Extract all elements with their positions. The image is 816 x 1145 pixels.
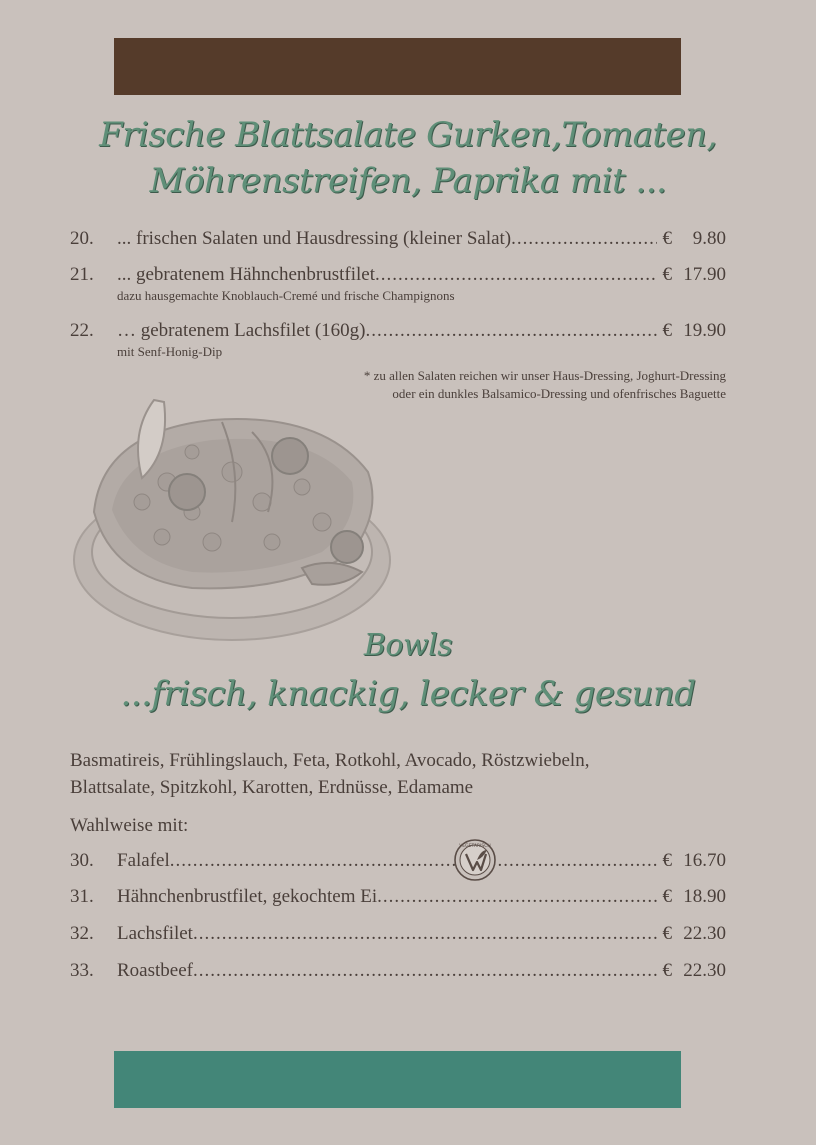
leader-dots	[375, 264, 657, 286]
item-number: 20.	[70, 228, 94, 249]
dressing-note-line-1: * zu allen Salaten reichen wir unser Haus-Dressing, Joghurt-Dressing	[363, 368, 726, 383]
salad-title-line-2: Möhrenstreifen, Paprika mit ...	[149, 161, 667, 201]
leader-dots	[511, 228, 656, 250]
currency-symbol: €	[662, 886, 672, 907]
bowls-subtitle: ...frisch, knackig, lecker & gesund	[120, 674, 696, 714]
bowls-description-line-2: Blattsalate, Spitzkohl, Karotten, Erdnüsse, Edamame	[70, 777, 474, 798]
item-price: 18.90	[683, 886, 726, 907]
vegetarian-badge-icon	[453, 838, 497, 882]
item-price: 16.70	[683, 850, 726, 871]
currency-symbol: €	[662, 264, 672, 285]
item-price: 19.90	[683, 320, 726, 341]
salad-bowl-illustration	[72, 392, 406, 646]
item-number: 31.	[70, 886, 94, 907]
item-note: mit Senf-Honig-Dip	[117, 344, 223, 359]
item-price: 17.90	[683, 264, 726, 285]
leader-dots	[193, 923, 657, 945]
top-decorative-band	[114, 38, 681, 95]
item-price: 9.80	[692, 228, 726, 249]
item-name: Falafel	[117, 850, 170, 871]
item-name: Lachsfilet	[117, 923, 193, 944]
leader-dots	[170, 850, 657, 872]
leader-dots	[365, 320, 656, 342]
bowls-description-line-1: Basmatireis, Frühlingslauch, Feta, Rotkohl, Avocado, Röstzwiebeln,	[70, 750, 590, 771]
leader-dots	[193, 960, 657, 982]
currency-symbol: €	[662, 960, 672, 981]
item-number: 32.	[70, 923, 94, 944]
item-number: 21.	[70, 264, 94, 285]
item-note: dazu hausgemachte Knoblauch-Cremé und frische Champignons	[117, 288, 455, 303]
item-price: 22.30	[683, 923, 726, 944]
item-name: … gebratenem Lachsfilet (160g)	[117, 320, 366, 341]
currency-symbol: €	[662, 228, 672, 249]
dressing-note-line-2: oder ein dunkles Balsamico-Dressing und ofenfrisches Baguette	[392, 386, 726, 401]
currency-symbol: €	[662, 850, 672, 871]
bowls-description	[70, 747, 730, 801]
item-number: 30.	[70, 850, 94, 871]
item-name: Roastbeef	[117, 960, 193, 981]
choose-label: Wahlweise mit:	[70, 815, 189, 836]
currency-symbol: €	[662, 320, 672, 341]
item-name: ... frischen Salaten und Hausdressing (kleiner Salat)	[117, 228, 512, 249]
salad-section-title	[0, 112, 816, 204]
item-price: 22.30	[683, 960, 726, 981]
item-name: Hähnchenbrustfilet, gekochtem Ei	[117, 886, 378, 907]
salad-title-line-1: Frische Blattsalate Gurken,Tomaten,	[99, 115, 717, 155]
currency-symbol: €	[662, 923, 672, 944]
item-number: 33.	[70, 960, 94, 981]
bottom-decorative-band	[114, 1051, 681, 1108]
leader-dots	[377, 886, 656, 908]
badge-label: VEGETARISCH	[459, 844, 491, 849]
bowls-title: Bowls	[363, 628, 453, 663]
item-number: 22.	[70, 320, 94, 341]
item-name: ... gebratenem Hähnchenbrustfilet	[117, 264, 375, 285]
